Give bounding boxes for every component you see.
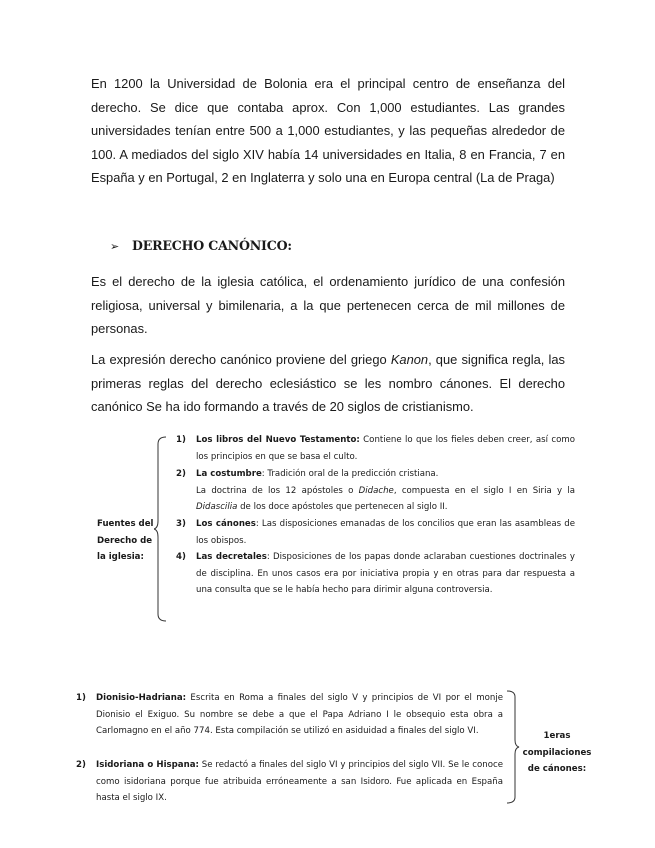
compilacion-item-1 [76, 690, 503, 740]
item-number: 4) [176, 552, 186, 562]
item-title: Dionisio-Hadriana: [96, 693, 187, 703]
item-text: Escrita en Roma a finales del siglo V y principios de VI por el monje Dionisio el Exiguo. Su nombre se debe a que el Papa Adriano I le obsequio esta obra a Carlomagno en el año 774. Esta compilación se utilizó en asiduidad a finales del siglo VI. [96, 693, 503, 737]
etymology-text-2: , que significa regla, las primeras reglas del derecho eclesiástico se les nombro cánones. El derecho canónico Se ha ido formando a través de 20 siglos de cristianismo. [91, 352, 565, 415]
arrow-bullet-icon: ➢ [110, 240, 120, 253]
item-number: 2) [176, 469, 186, 479]
etymology-text-1: La expresión derecho canónico proviene del griego [91, 352, 391, 367]
item-text: Contiene lo que los fieles deben creer, así como los principios en que se basa el culto. [196, 435, 575, 462]
item-body [196, 466, 575, 516]
item-body [96, 757, 503, 807]
item-number: 3) [176, 519, 186, 529]
item-number: 1) [76, 693, 86, 703]
section-title: DERECHO CANÓNICO: [132, 238, 292, 253]
item-body [96, 690, 503, 740]
item-number: 2) [76, 760, 86, 770]
didache-text-3: de los doce apóstoles que pertenecen al siglo II. [237, 502, 448, 513]
etymology-kanon: Kanon [390, 352, 429, 367]
fuente-item-1 [176, 432, 575, 465]
item-body [196, 516, 575, 549]
left-brace-icon [154, 436, 168, 622]
item-title: Las decretales [196, 552, 267, 562]
item-title: Isidoriana o Hispana: [96, 760, 199, 770]
compilaciones-label: 1eras compilaciones de cánones: [522, 731, 592, 775]
fuentes-label: Fuentes del Derecho de la iglesia: [97, 519, 154, 563]
didache-text-1: La doctrina de los 12 apóstoles o [196, 485, 359, 496]
didache-text-2: , compuesta en el siglo I en Siria y la [393, 485, 575, 496]
section-heading [110, 238, 292, 253]
compilacion-item-2 [76, 757, 503, 807]
paragraph-definition: Es el derecho de la iglesia católica, el ordenamiento jurídico de una confesión religiosa, universal y bimilenaria, a la que pertenecen cerca de mil millones de personas. [91, 274, 565, 337]
fuente-item-3 [176, 516, 575, 549]
didache-term: Didache [358, 485, 394, 496]
item-title: Los cánones [196, 519, 256, 529]
paragraph-etymology [91, 348, 565, 419]
item-body [196, 549, 575, 599]
fuente-item-2 [176, 466, 575, 516]
item-number: 1) [176, 435, 186, 445]
paragraph-bologna: En 1200 la Universidad de Bolonia era el principal centro de enseñanza del derecho. Se dice que contaba aprox. Con 1,000 estudiantes. Las grandes universidades tenían entre 500 a 1,000 estudiantes, y las pequeñas alrededor de 100. A mediados del siglo XIV había 14 universidades en Italia, 8 en Francia, 7 en España y en Portugal, 2 en Inglaterra y solo una en Europa central (La de Praga) [91, 76, 565, 186]
item-text: : Las disposiciones emanadas de los concilios que eran las asambleas de los obispos. [196, 519, 576, 546]
item-text: Se redactó a finales del siglo VI y principios del siglo VII. Se le conoce como isidoriana porque fue atribuida erróneamente a san Isidoro. Fue aplicada en España hasta el siglo IX. [96, 760, 503, 804]
item-text: : Disposiciones de los papas donde aclaraban cuestiones doctrinales y de disciplina. En unos casos era por iniciativa propia y en otras para dar respuesta a una consulta que se le había hecho para dirimir alguna controversia. [196, 552, 576, 596]
didascilia-term: Didascilia [196, 502, 238, 513]
fuente-item-4 [176, 549, 575, 599]
item-text: : Tradición oral de la predicción cristiana. [261, 469, 439, 479]
item-title: La costumbre [196, 469, 262, 479]
item-title: Los libros del Nuevo Testamento: [196, 435, 360, 445]
item-body [196, 432, 575, 465]
